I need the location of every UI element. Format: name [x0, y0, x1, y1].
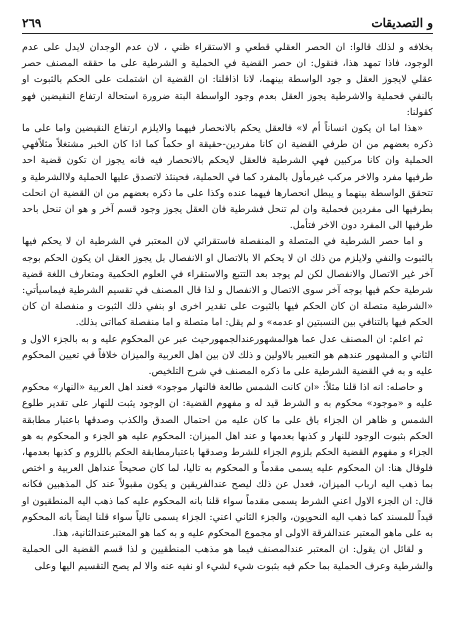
running-header-title: و التصديقات	[371, 16, 433, 30]
paragraph: ثم اعلم: ان المصنف عدل عما هوالمشهورعندالجمهورحيث عبر عن المحكوم عليه و به بالجزء الاول و الثاني و المشهور عندهم هو التعبير بالاولين و ذلك لان بين اهل العربية والميزان خلافاً في تعيين المحكوم عليه و به في القضية الشرطية على ما ذكره المصنف في شرح التلخيص.	[22, 333, 433, 378]
page-number: ٢٦٩	[22, 16, 42, 30]
document-page	[22, 10, 433, 630]
paragraph: «هذا اما ان يكون انساناً أم لا» فالعقل يحكم بالانحصار فيهما والايلزم ارتفاع النقيضين واما على ما ذكره بعضهم من ان طرفي القضية ان كانا مفردين-حقيقة او حكماً كما اذا كان الخبر مشتغلاً مثلاًفهي الحملية وان كانا مركبين فهي الشرطية فالعقل لايحكم بالانحصار فيه فانه يجوز ان تكون قضية احد طرفيها مفرد والاخر مركب غيرمأول بالمفرد كما في الحملية، فحينئذ لاتصدق عليها الحملية ولاالشرطية و تتحقق الواسطة بينهما و يبطل انحصارها فيهما عنده وكذا على ما ذكره بعضهم من ان القضية ان انحلت بطرفيها الى مفردين فحملية وان لم تنحل فشرطية فان العقل يجوز وجود قسم آخر و هو ان تنحل باحد طرفيها الى المفرد دون الاخر فتأمل.	[22, 123, 433, 232]
paragraph: و حاصله: انه اذا قلنا مثلاً: «ان كانت الشمس طالعة فالنهار موجود» فعند اهل العربية «النهار» محكوم عليه و «موجود» محكوم به و الشرط قيد له و مفهوم القضية: ان الوجود يثبت للنهار على تقدير طلوع الشمس و ظاهر ان الجزاء باق على ما كان عليه من احتمال الصدق والكذب وصدقها باعتبار مطابقة الحكم بثبوت الوجود للنهار و كذبها بعدمها و عند اهل الميزان: المحكوم عليه هو الجزء و المحكوم به هو الجزاء و مفهوم القضية الحكم بلزوم الجزاء للشرط وصدقها باعتبارمطابقة الحكم باللزوم و كذبها بعدمها، فلوقال هنا: ان المحكوم عليه يسمى مقدماً و المحكوم به تاليا، لما كان صحيحاً عنداهل العربية و اختص بما ذهب اليه ارباب الميزان، فعدل عن ذلك ليصح عندالفريقين و يكون مقبولاً عند كل المذهبين فكانه قال: ان الجزء الاول اعني الشرط يسمى مقدماً سواء قلنا بانه المحكوم عليه كما ذهب اليه المنطقيون او قيداً للمسند كما ذهب اليه النحويون، والجزء الثاني اعني: الجزاء يسمى تالياً سواء قلنا ايضاً بانه المحكوم به على ماهو المعتبر عندالفرقة الاولى او مجموع المحكوم عليه و به كما هو المعتبرعندالثانية، هذا.	[22, 382, 433, 540]
page-header	[22, 10, 433, 34]
body-text	[22, 40, 433, 575]
paragraph: و لقائل ان يقول: ان المعتبر عندالمصنف فيما هو مذهب المنطقيين و لذا قسم القضية الى الحملية والشرطية وعرف الحملية بما حكم فيه بثبوت شيء لشيء او نفيه عنه والا لم يصح التقسيم اليها وعلى	[22, 544, 433, 572]
paragraph: بخلافه و لذلك قالوا: ان الحصر العقلي قطعي و الاستقراء ظني ، لان عدم الوجدان لايدل على عدم الوجود، فاذا تمهد هذا، فنقول: ان حصر القضية في الحملية و الشرطية على ما حققه المصنف حصر عقلي لايجوز العقل و جود الواسطة بينهما، لانا اذاقلنا: ان القضية ان اشتملت على الحكم بالثبوت او بالنفي فحملية والاشرطية يجوز العقل بعدم وجود الواسطة البتة ضرورة استحالة ارتفاع النقيضين فهو كقولنا:	[22, 42, 433, 118]
paragraph: و اما حصر الشرطية في المتصلة و المنفصلة فاستقرائي لان المعتبر في الشرطية ان لا يحكم فيها بالثبوت والنفي ولايلزم من ذلك ان لا يحكم الا بالاتصال او الانفصال بل يجوز العقل ان يكون الحكم بوجه آخر غير الاتصال والانفصال لكن لم يوجد بعد التتبع والاستقراء في العلوم الحكمية ومتعارف اللغة قضية شرطية حكم فيها بوجه آخر سوى الاتصال و الانفصال و لذا قال المصنف في تقسيم الشرطية فيماسيأتي: «الشرطية متصلة ان كان الحكم فيها بالثبوت على تقدير اخرى او بنفي ذلك الثبوت و منفصلة ان كان الحكم فيها بالتنافي بين النسبتين او عدمه» و لم يقل: اما متصلة و اما منفصلة كمااتى بذلك.	[22, 236, 433, 329]
